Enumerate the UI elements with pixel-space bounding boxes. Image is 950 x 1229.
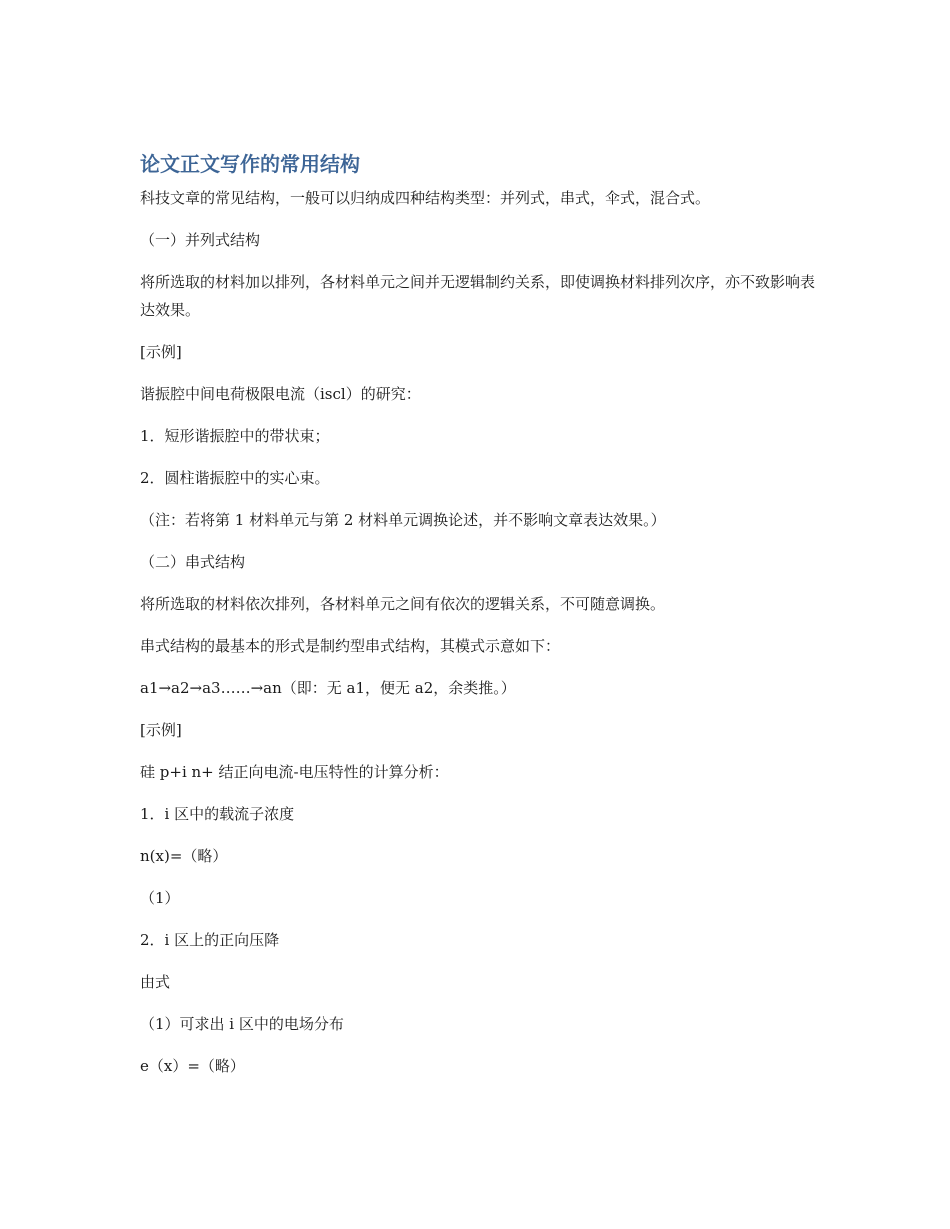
equation-number: （1）	[140, 889, 180, 907]
note-paragraph: （注：若将第 1 材料单元与第 2 材料单元调换论述，并不影响文章表达效果。）	[140, 511, 666, 529]
example-title: 硅 p+i n+ 结正向电流-电压特性的计算分析：	[140, 763, 449, 781]
serial-formula: a1→a2→a3……→an（即：无 a1，便无 a2，余类推。）	[140, 679, 516, 697]
list-item: 1．i 区中的载流子浓度	[140, 805, 295, 823]
section-heading-parallel: （一）并列式结构	[140, 231, 261, 249]
intro-paragraph: 科技文章的常见结构，一般可以归纳成四种结构类型：并列式，串式，伞式，混合式。	[140, 189, 711, 207]
equation-line: e（x）=（略）	[140, 1057, 245, 1075]
serial-basic-form: 串式结构的最基本的形式是制约型串式结构，其模式示意如下：	[140, 637, 561, 655]
parallel-description: 将所选取的材料加以排列，各材料单元之间并无逻辑制约关系，即使调换材料排列次序，亦不致影响表达效果。	[140, 273, 816, 319]
document-body	[140, 150, 820, 1094]
example-label: [示例]	[140, 343, 182, 361]
text-line: 由式	[140, 973, 171, 991]
list-item: 2．圆柱谐振腔中的实心束。	[140, 469, 330, 487]
example-label: [示例]	[140, 721, 182, 739]
text-line: （1）可求出 i 区中的电场分布	[140, 1015, 344, 1033]
serial-description: 将所选取的材料依次排列，各材料单元之间有依次的逻辑关系，不可随意调换。	[140, 595, 666, 613]
page-title: 论文正文写作的常用结构	[140, 152, 360, 176]
list-item: 2．i 区上的正向压降	[140, 931, 280, 949]
section-heading-serial: （二）串式结构	[140, 553, 246, 571]
example-title: 谐振腔中间电荷极限电流（iscl）的研究：	[140, 385, 421, 403]
list-item: 1．短形谐振腔中的带状束；	[140, 427, 330, 445]
equation-line: n(x)=（略）	[140, 847, 228, 865]
